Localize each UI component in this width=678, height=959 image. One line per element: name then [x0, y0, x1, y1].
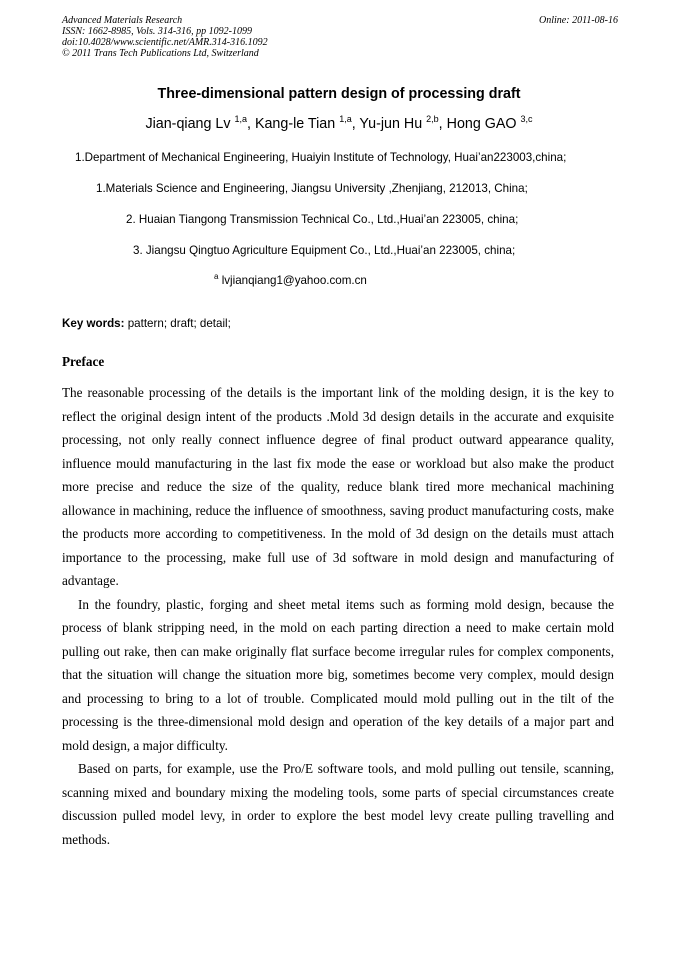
affiliation-4: 3. Jiangsu Qingtuo Agriculture Equipment Co., Ltd.,Huai’an 223005, china; — [133, 244, 516, 257]
journal-header — [62, 15, 618, 59]
author-superscript: 1,a — [339, 114, 352, 124]
author-name: Kang-le Tian — [254, 116, 340, 132]
section-body — [62, 381, 614, 851]
author-name: Jian-qiang Lv — [145, 116, 235, 132]
copyright-line: © 2011 Trans Tech Publications Ltd, Switzerland — [62, 48, 259, 59]
author-list — [0, 113, 678, 135]
keywords-line — [62, 316, 231, 332]
affiliation-1: 1.Department of Mechanical Engineering, Huaiyin Institute of Technology, Huai’an223003,china; — [75, 151, 567, 164]
author-separator: , — [438, 116, 447, 132]
author-name: Hong GAO — [446, 116, 521, 132]
author-separator: , — [351, 116, 360, 132]
email-address[interactable]: lvjianqiang1@yahoo.com.cn — [221, 274, 367, 287]
section-heading: Preface — [62, 354, 105, 369]
author-name: Yu-jun Hu — [359, 116, 427, 132]
doi-line: doi:10.4028/www.scientific.net/AMR.314-316.1092 — [62, 37, 268, 48]
paragraph: The reasonable processing of the details is the important link of the molding design, it is the key to reflect the original design intent of the products .Mold 3d design details in the accurate and exquisite processing, not only really connect influence degree of final product outward appearance quality, influence mould manufacturing in the last fix mode the ease or workload but also make the product more precise and reduce the size of the quality, reduce blank tired more mechanical machining allowance in machining, reduce the influence of smoothness, saving product manufacturing costs, make the products more according to competitiveness. In the mold of 3d design on the details must attach importance to the processing, make full use of 3d software in mold design and manufacturing of advantage. — [62, 385, 614, 588]
author-superscript: 1,a — [234, 114, 247, 124]
author-superscript: 3,c — [520, 114, 533, 124]
author-superscript: 2,b — [426, 114, 439, 124]
online-date: Online: 2011-08-16 — [539, 15, 618, 26]
paragraph: In the foundry, plastic, forging and sheet metal items such as forming mold design, because the process of blank stripping need, in the mold on each parting direction a need to make certain mold pulling out rake, then can make originally flat surface become irregular rules for complex components, that the situation will change the situation more big, sometimes become very complex, mould design and processing to bring to a lot of trouble. Complicated mould mold pulling out in the tilt of the processing is the three-dimensional mold design and operation of the key details of a major part and mold design, a major difficulty. — [62, 596, 614, 753]
paragraph: Based on parts, for example, use the Pro/E software tools, and mold pulling out tensile, scanning, scanning mixed and boundary mixing the modeling tools, some parts of special circumstances create discussion pulled model levy, in order to explore the best model levy create pulling travelling and methods. — [62, 761, 614, 847]
keywords-label: Key words: — [62, 317, 125, 330]
author-email — [214, 273, 367, 289]
author-separator: , — [246, 116, 255, 132]
issn-line: ISSN: 1662-8985, Vols. 314-316, pp 1092-1099 — [62, 26, 252, 37]
email-superscript: a — [214, 272, 219, 281]
affiliation-2: 1.Materials Science and Engineering, Jiangsu University ,Zhenjiang, 212013, China; — [96, 182, 528, 195]
paper-title: Three-dimensional pattern design of processing draft — [157, 86, 521, 102]
journal-name: Advanced Materials Research — [62, 15, 183, 26]
keywords-text: pattern; draft; detail; — [124, 317, 231, 330]
affiliation-3: 2. Huaian Tiangong Transmission Technical Co., Ltd.,Huai’an 223005, china; — [126, 213, 519, 226]
